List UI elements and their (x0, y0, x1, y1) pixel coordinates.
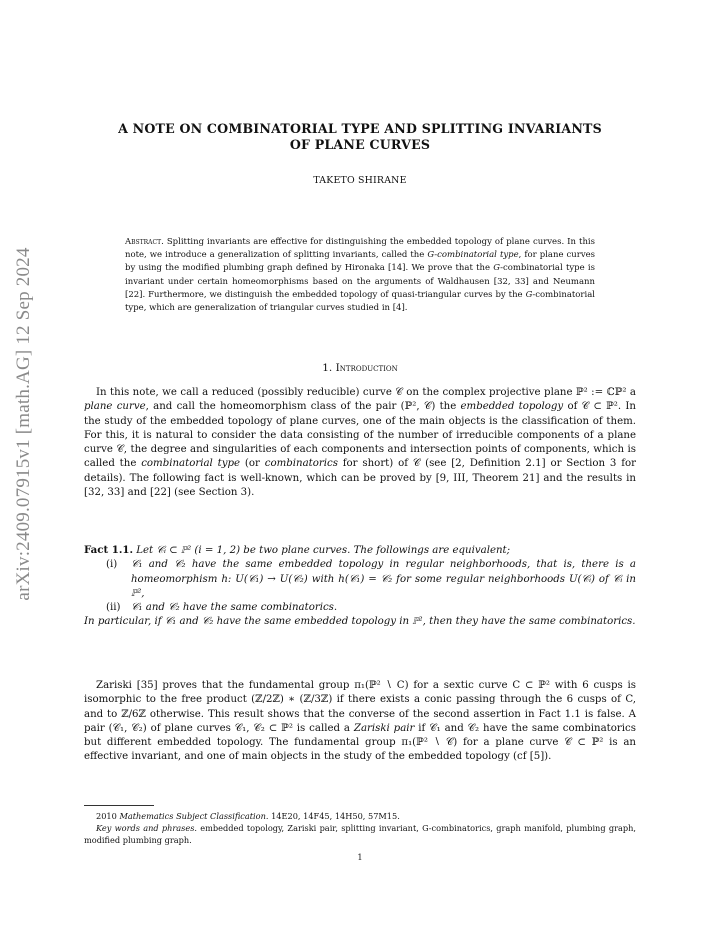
abstract-text: -combinatorial type, which are generalization of triangular curves studied in [4]. (125, 289, 595, 314)
intro-text: (or (240, 458, 265, 470)
fact-item (84, 558, 636, 601)
footnote-text: 14E20, 14F45, 14H50, 57M15. (268, 811, 400, 821)
intro-text: of 𝒞 ⊂ ℙ². In the study of the embedded topology of plane curves, one of the main objects is the classification of them. For this, it is natural to consider the data consisting of the number of irreducible components of a plane curve 𝒞, the degree and singularities of each components and intersection points of components, which is called the (84, 401, 636, 470)
paper-title-line-1: A NOTE ON COMBINATORIAL TYPE AND SPLITTING INVARIANTS (118, 121, 602, 136)
abstract-term: G (493, 263, 501, 274)
intro-emphasis: combinatorics (264, 458, 338, 470)
footnote-text: embedded topology, Zariski pair, splitting invariant, G-combinatorics, graph manifold, plumbing graph, modified plumbing graph. (84, 823, 636, 845)
author-name: TAKETO SHIRANE (313, 175, 407, 186)
footnote-label: Mathematics Subject Classification. (119, 811, 269, 821)
section-heading (84, 362, 636, 374)
zariski-emphasis: Zariski pair (353, 722, 415, 734)
fact-item (84, 601, 636, 615)
abstract-text: , for plane curves by using the modified plumbing graph defined by Hironaka [14]. We prove that the (125, 250, 596, 274)
intro-text: for short) of 𝒞 (see [2, Definition 2.1] or Section 3 for details). The following fact is well-known, which can be proved by [9, III, Theorem 21] and the results in [32, 33] and [22] (see Section 3). (84, 458, 636, 499)
footnote-rule (84, 805, 154, 806)
section-number: 1. (322, 362, 333, 374)
footnote-keywords (84, 822, 636, 846)
fact-item-number: (ii) (106, 602, 121, 614)
abstract-text: -combinatorial type is invariant under certain homeomorphisms based on the arguments of Waldhausen [32, 33] and Neumann [22]. Furthermore, we distinguish the embedded topology of quasi-triangular curves by the (125, 263, 595, 300)
intro-paragraph (84, 386, 636, 500)
intro-text: In this note, we call a reduced (possibly reducible) curve 𝒞 on the complex projective plane ℙ² := ℂℙ² a (96, 387, 636, 398)
abstract (125, 236, 595, 315)
page-number: 1 (357, 852, 363, 862)
intro-emphasis: plane curve (84, 401, 146, 413)
arxiv-sidebar (0, 0, 60, 932)
paper-title (84, 121, 636, 152)
fact-item-text: 𝒞₁ and 𝒞₂ have the same combinatorics. (131, 602, 338, 614)
intro-emphasis: combinatorial type (141, 458, 241, 470)
fact-statement (84, 543, 636, 558)
zariski-text: if 𝒞₁ and 𝒞₂ have the same combinatorics but different embedded topology. The fundamental group π₁(ℙ² ∖ 𝒞) for a plane curve 𝒞 ⊂ ℙ² is an effective invariant, and one of main objects in the study of the embedded topology (cf [5]). (84, 722, 636, 763)
section-title: Introduction (335, 362, 398, 374)
abstract-term: G (525, 289, 533, 300)
fact-conclusion: In particular, if 𝒞₁ and 𝒞₂ have the same embedded topology in ℙ², then they have the same combinatorics. (84, 616, 636, 628)
fact-item-text: 𝒞₁ and 𝒞₂ have the same embedded topology in regular neighborhoods, that is, there is a homeomorphism h: U(𝒞₁) → U(𝒞₂) with h(𝒞₁) = 𝒞₂ for some regular neighborhoods U(𝒞ᵢ) of 𝒞ᵢ in ℙ², (131, 559, 636, 599)
fact-label: Fact 1.1. (84, 544, 134, 556)
zariski-text: Zariski [35] proves that the fundamental group π₁(ℙ² ∖ C) for a sextic curve C ⊂ ℙ² with 6 cusps is isomorphic to the free product (ℤ/2ℤ) ∗ (ℤ/3ℤ) if there exists a conic passing through the 6 cusps of C, and to ℤ/6ℤ otherwise. This result shows that the converse of the second assertion in Fact 1.1 is false. A pair (𝒞₁, 𝒞₂) of plane curves 𝒞₁, 𝒞₂ ⊂ ℙ² is called a (84, 680, 636, 734)
fact-statement-text: Let 𝒞ᵢ ⊂ ℙ² (i = 1, 2) be two plane curves. The followings are equivalent; (136, 545, 511, 556)
footnote-label: Key words and phrases. (96, 823, 198, 833)
paper-title-line-2: OF PLANE CURVES (289, 136, 431, 152)
abstract-label: Abstract. (125, 237, 164, 247)
arxiv-identifier: arXiv:2409.07915v1 [math.AG] 12 Sep 2024 (13, 247, 34, 601)
abstract-text: Splitting invariants are effective for distinguishing the embedded topology of plane curves. In this note, we introduce a generalization of splitting invariants, called the (125, 237, 595, 261)
intro-emphasis: embedded topology (460, 401, 564, 413)
abstract-term: G-combinatorial type (427, 250, 519, 261)
fact-item-number: (i) (106, 559, 118, 571)
footnote-text: 2010 (96, 811, 120, 821)
footnote-msc (84, 810, 636, 822)
fact-block (84, 543, 636, 630)
intro-text: , and call the homeomorphism class of the pair (ℙ², 𝒞) the (145, 401, 461, 413)
zariski-paragraph (84, 679, 636, 765)
